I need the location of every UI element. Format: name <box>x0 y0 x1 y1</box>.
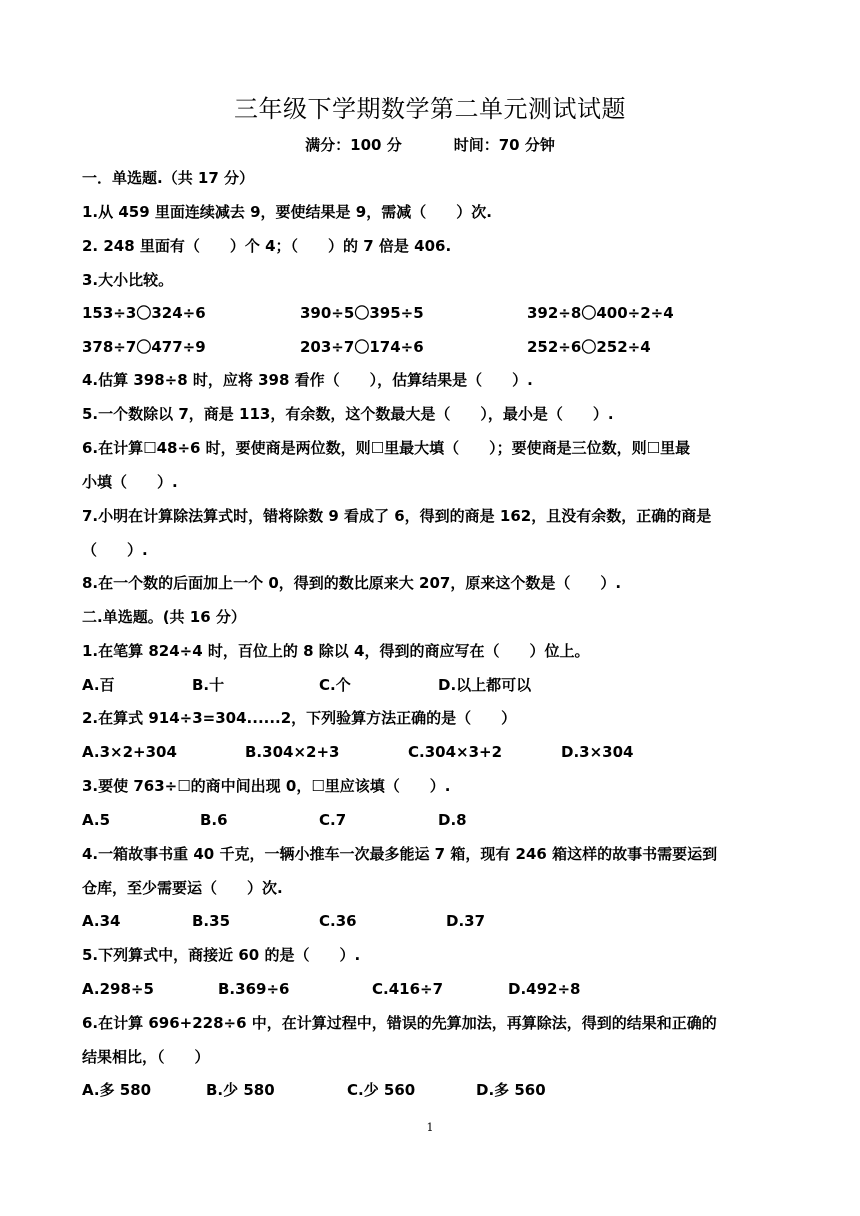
option-c: C.416÷7 <box>372 980 444 998</box>
comparison-item: 252÷6〇252÷4 <box>527 338 651 356</box>
option-b: B.304×2+3 <box>245 743 340 761</box>
s1-question-1: 1.从 459 里面连续减去 9，要使结果是 9，需减（ ）次. <box>82 203 492 221</box>
s1-q3-row-1 <box>82 302 782 324</box>
comparison-item: 378÷7〇477÷9 <box>82 338 206 356</box>
s2-q5-options <box>82 978 782 1000</box>
option-b: B.十 <box>192 676 225 694</box>
option-c: C.个 <box>319 676 351 694</box>
option-d: D.37 <box>446 912 486 930</box>
s2-q1-options <box>82 674 782 696</box>
time-limit: 时间：70 分钟 <box>453 136 555 154</box>
option-c: C.304×3+2 <box>408 743 503 761</box>
s2-question-1: 1.在笔算 824÷4 时，百位上的 8 除以 4，得到的商应写在（ ）位上。 <box>82 642 590 660</box>
page-title: 三年级下学期数学第二单元测试试题 <box>234 95 626 123</box>
option-d: D.8 <box>438 811 467 829</box>
option-b: B.6 <box>200 811 228 829</box>
option-a: A.3×2+304 <box>82 743 177 761</box>
option-a: A.5 <box>82 811 111 829</box>
s1-question-3: 3.大小比较。 <box>82 271 174 289</box>
s1-question-8: 8.在一个数的后面加上一个 0，得到的数比原来大 207，原来这个数是（ ）. <box>82 574 622 592</box>
option-c: C.少 560 <box>347 1081 416 1099</box>
option-c: C.36 <box>319 912 357 930</box>
comparison-item: 203÷7〇174÷6 <box>300 338 424 356</box>
option-a: A.298÷5 <box>82 980 154 998</box>
comparison-item: 153÷3〇324÷6 <box>82 304 206 322</box>
option-a: A.百 <box>82 676 115 694</box>
option-d: D.多 560 <box>476 1081 546 1099</box>
full-score: 满分：100 分 <box>305 136 402 154</box>
comparison-item: 390÷5〇395÷5 <box>300 304 424 322</box>
s2-q6-options <box>82 1079 782 1101</box>
s2-question-6-line-2: 结果相比，（ ） <box>82 1048 210 1066</box>
s2-q2-options <box>82 741 782 763</box>
section2-heading: 二.单选题。(共 16 分） <box>82 608 246 626</box>
s2-question-6-line-1: 6.在计算 696+228÷6 中，在计算过程中，错误的先算加法，再算除法，得到的结果和正确的 <box>82 1014 717 1032</box>
option-a: A.多 580 <box>82 1081 152 1099</box>
s1-question-4: 4.估算 398÷8 时，应将 398 看作（ ），估算结果是（ ）. <box>82 371 533 389</box>
s1-q3-row-2 <box>82 336 782 358</box>
exam-meta <box>0 134 860 155</box>
option-d: D.以上都可以 <box>438 676 532 694</box>
option-c: C.7 <box>319 811 347 829</box>
s1-question-7-line-2: （ ）. <box>82 541 148 559</box>
comparison-item: 392÷8〇400÷2÷4 <box>527 304 674 322</box>
s2-question-4-line-2: 仓库，至少需要运（ ）次. <box>82 879 283 897</box>
option-b: B.369÷6 <box>218 980 290 998</box>
s2-q3-options <box>82 809 782 831</box>
s2-question-5: 5.下列算式中，商接近 60 的是（ ）. <box>82 946 361 964</box>
section1-heading: 一．单选题.（共 17 分） <box>82 169 255 187</box>
option-b: B.35 <box>192 912 231 930</box>
option-d: D.3×304 <box>561 743 634 761</box>
s2-q4-options <box>82 910 782 932</box>
s1-question-7-line-1: 7.小明在计算除法算式时，错将除数 9 看成了 6，得到的商是 162，且没有余数，正确的商是 <box>82 507 712 525</box>
s2-question-2: 2.在算式 914÷3=304......2，下列验算方法正确的是（ ） <box>82 709 517 727</box>
s2-question-4-line-1: 4.一箱故事书重 40 千克，一辆小推车一次最多能运 7 箱，现有 246 箱这样的故事书需要运到 <box>82 845 718 863</box>
option-b: B.少 580 <box>206 1081 275 1099</box>
s2-question-3: 3.要使 763÷☐的商中间出现 0，☐里应该填（ ）. <box>82 777 451 795</box>
s1-question-5: 5.一个数除以 7，商是 113，有余数，这个数最大是（ ），最小是（ ）. <box>82 405 614 423</box>
s1-question-6-line-1: 6.在计算☐48÷6 时，要使商是两位数，则☐里最大填（ ）；要使商是三位数，则☐里最 <box>82 439 691 457</box>
s1-question-6-line-2: 小填（ ）. <box>82 473 178 491</box>
page-number: 1 <box>426 1121 434 1134</box>
s1-question-2: 2. 248 里面有（ ）个 4；（ ）的 7 倍是 406. <box>82 237 452 255</box>
option-d: D.492÷8 <box>508 980 581 998</box>
option-a: A.34 <box>82 912 121 930</box>
